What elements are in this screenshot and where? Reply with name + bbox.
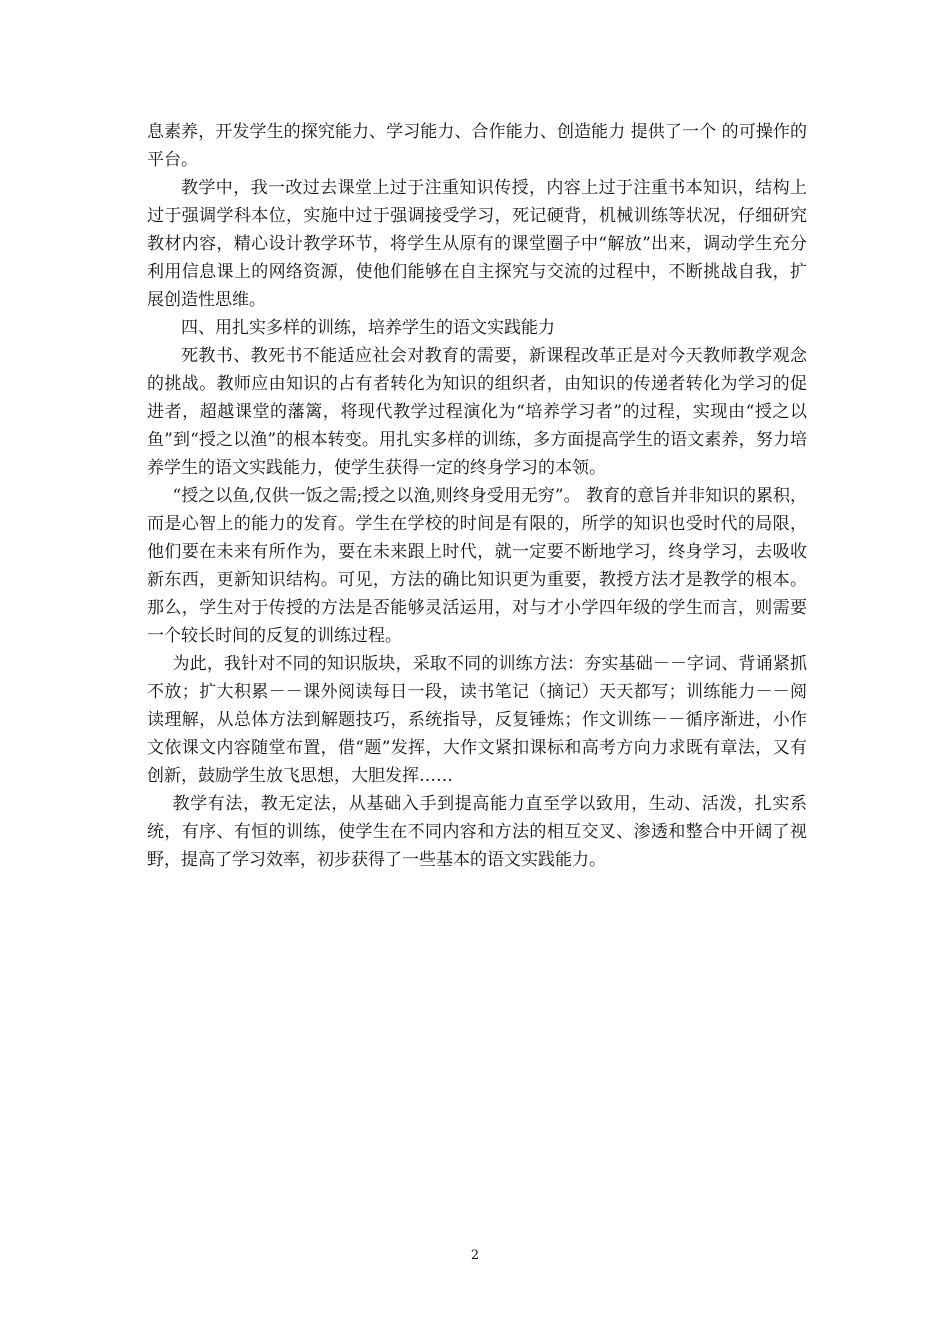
document-body — [147, 118, 807, 874]
paragraph-teaching-approach: 教学中，我一改过去课堂上过于注重知识传授，内容上过于注重书本知识，结构上过于强调学科本位，实施中过于强调接受学习，死记硬背，机械训练等状况，仔细研究教材内容，精心设计教学环节，将学生从原有的课堂圈子中“解放”出来，调动学生充分利用信息课上的网络资源，使他们能够在自主探究与交流的过程中，不断挑战自我，扩展创造性思维。 — [147, 178, 807, 310]
paragraph-conclusion: 教学有法，教无定法，从基础入手到提高能力直至学以致用，生动、活泼，扎实系统，有序、有恒的训练，使学生在不同内容和方法的相互交叉、渗透和整合中开阔了视野，提高了学习效率，初步获得了一些基本的语文实践能力。 — [147, 794, 807, 870]
paragraph-training-methods: 为此，我针对不同的知识版块，采取不同的训练方法：夯实基础－－字词、背诵紧抓不放；扩大积累－－课外阅读每日一段，读书笔记（摘记）天天都写；训练能力－－阅读理解，从总体方法到解题技巧，系统指导，反复锤炼；作文训练－－循序渐进，小作文依课文内容随堂布置，借“题”发挥，大作文紧扣课标和高考方向力求既有章法，又有创新，鼓励学生放飞思想，大胆发挥…… — [147, 654, 807, 786]
paragraph-continuation: 息素养，开发学生的探究能力、学习能力、合作能力、创造能力 提供了一个 的可操作的平台。 — [147, 122, 807, 170]
section-heading: 四、用扎实多样的训练，培养学生的语文实践能力 — [181, 318, 555, 338]
paragraph-curriculum-reform: 死教书、教死书不能适应社会对教育的需要，新课程改革正是对今天教师教学观念的挑战。教师应由知识的占有者转化为知识的组织者，由知识的传递者转化为学习的促进者，超越课堂的藩篱，将现代教学过程演化为“培养学习者”的过程，实现由“授之以鱼”到“授之以渔”的根本转变。用扎实多样的训练，多方面提高学生的语文素养，努力培养学生的语文实践能力，使学生获得一定的终身学习的本领。 — [147, 346, 807, 478]
page-number: 2 — [470, 1248, 480, 1263]
paragraph-teach-to-fish: “授之以鱼,仅供一饭之需;授之以渔,则终身受用无穷”。 教育的意旨并非知识的累积，而是心智上的能力的发育。学生在学校的时间是有限的，所学的知识也受时代的局限，他们要在未来有所作为，要在未来跟上时代，就一定要不断地学习，终身学习，去吸收新东西，更新知识结构。可见，方法的确比知识更为重要，教授方法才是教学的根本。那么，学生对于传授的方法是否能够灵活运用，对与才小学四年级的学生而言，则需要一个较长时间的反复的训练过程。 — [147, 486, 807, 646]
